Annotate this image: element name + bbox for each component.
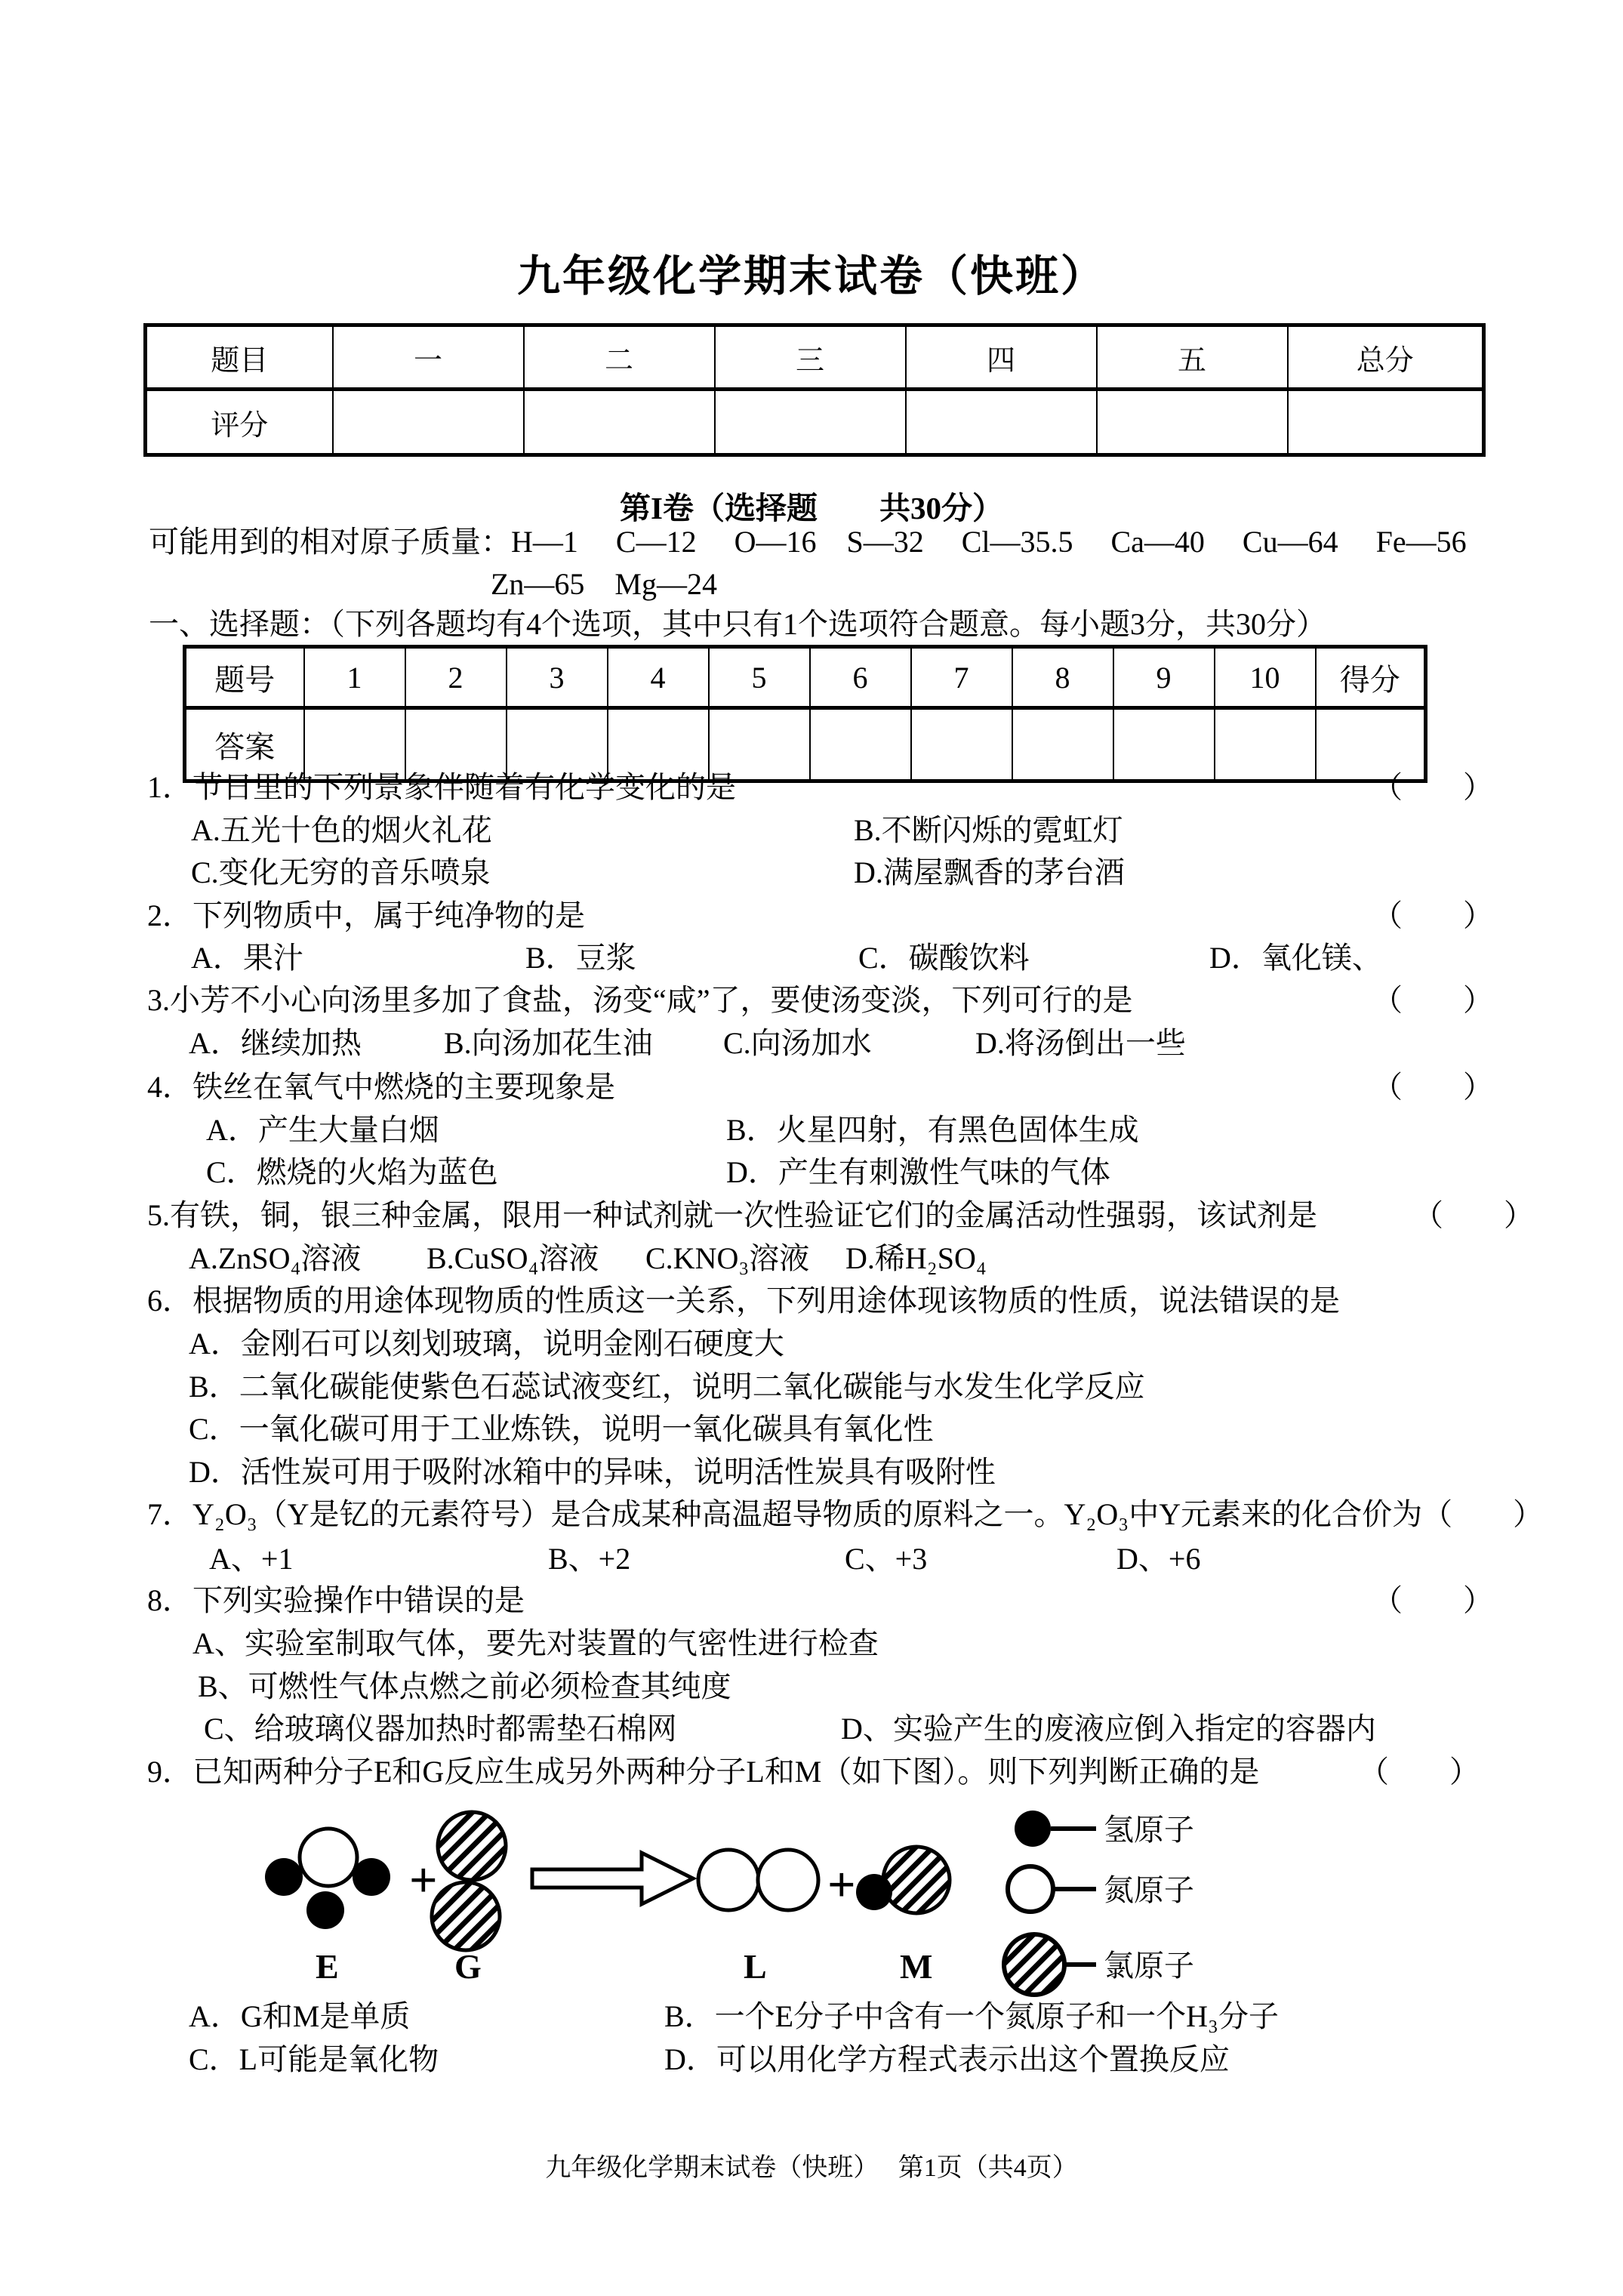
question-2-answer-bracket: （ ） xyxy=(1372,898,1493,932)
question-2-option-b: B．豆浆 xyxy=(525,941,636,975)
answer-grid-number-cell: 10 xyxy=(1215,647,1316,708)
score-table-empty-cell xyxy=(524,390,715,455)
nitrogen-atom-icon xyxy=(698,1850,759,1910)
question-9-option-c: C．L可能是氧化物 xyxy=(189,2042,439,2076)
nitrogen-atom-icon xyxy=(1008,1866,1053,1912)
molecule-e-label: E xyxy=(316,1947,339,1986)
answer-grid-empty-cell xyxy=(1012,708,1113,781)
question-6-option-c: C．一氧化碳可用于工业炼铁，说明一氧化碳具有氧化性 xyxy=(189,1412,934,1446)
question-4-answer-bracket: （ ） xyxy=(1372,1070,1493,1104)
question-1-text: 1．节日里的下列景象伴随着有化学变化的是 xyxy=(147,770,736,804)
question-3-option-c: C.向汤加水 xyxy=(723,1026,872,1060)
molecular-reaction-diagram xyxy=(249,1804,1480,2031)
answer-grid-header-row xyxy=(185,647,1426,708)
question-1-option-b: B.不断闪烁的霓虹灯 xyxy=(854,813,1123,847)
question-3-option-d: D.将汤倒出一些 xyxy=(975,1026,1186,1060)
answer-grid-number-cell: 7 xyxy=(911,647,1012,708)
question-9-option-d: D．可以用化学方程式表示出这个置换反应 xyxy=(664,2042,1230,2076)
question-6-option-b: B．二氧化碳能使紫色石蕊试液变红，说明二氧化碳能与水发生化学反应 xyxy=(189,1370,1145,1404)
molecule-g xyxy=(432,1812,506,1950)
question-8-option-c: C、给玻璃仪器加热时都需垫石棉网 xyxy=(204,1712,677,1746)
legend-hydrogen-atom xyxy=(1015,1811,1194,1847)
answer-grid-empty-cell xyxy=(1215,708,1316,781)
question-3-option-a: A．继续加热 xyxy=(189,1026,362,1060)
score-table-empty-cell xyxy=(333,390,524,455)
question-7-option-d: D、+6 xyxy=(1116,1542,1201,1576)
question-8-text: 8．下列实验操作中错误的是 xyxy=(147,1583,525,1617)
question-5-option-a: A.ZnSO₄溶液 xyxy=(189,1241,362,1275)
question-1-option-d: D.满屋飘香的茅台酒 xyxy=(854,855,1125,889)
answer-grid-table xyxy=(183,645,1427,783)
answer-grid-empty-cell xyxy=(810,708,911,781)
question-3-answer-bracket: （ ） xyxy=(1372,983,1493,1017)
legend-nitrogen-atom xyxy=(1008,1866,1194,1912)
chlorine-atom-icon xyxy=(432,1882,500,1950)
nitrogen-atom-icon xyxy=(300,1829,357,1886)
score-table-header-cell: 三 xyxy=(715,325,906,390)
section-instruction: 一、选择题：（下列各题均有4个选项，其中只有1个选项符合题意。每小题3分，共30分） xyxy=(149,607,1326,641)
question-6-option-a: A．金刚石可以刻划玻璃，说明金刚石硬度大 xyxy=(189,1327,784,1361)
question-4-option-b: B．火星四射，有黑色固体生成 xyxy=(726,1113,1139,1147)
score-table-grade-row xyxy=(146,390,1484,455)
question-1-option-a: A.五光十色的烟火礼花 xyxy=(191,813,492,847)
answer-grid-row-label: 答案 xyxy=(185,708,304,781)
chlorine-atom-icon xyxy=(883,1847,950,1913)
section-heading: 第I卷（选择题 共30分） xyxy=(620,491,1003,525)
chlorine-atom-icon xyxy=(1004,1934,1064,1995)
question-7-option-a: A、+1 xyxy=(209,1542,294,1576)
score-table-header-cell: 二 xyxy=(524,325,715,390)
molecule-m-label: M xyxy=(900,1947,933,1986)
question-7-option-b: B、+2 xyxy=(548,1542,631,1576)
question-5-option-d: D.稀H₂SO₄ xyxy=(845,1241,987,1275)
answer-grid-number-cell: 5 xyxy=(709,647,810,708)
question-8-option-b: B、可燃性气体点燃之前必须检查其纯度 xyxy=(198,1669,731,1703)
answer-grid-number-cell: 6 xyxy=(810,647,911,708)
question-8-option-d: D、实验产生的废液应倒入指定的容器内 xyxy=(841,1712,1376,1746)
question-1-option-c: C.变化无穷的音乐喷泉 xyxy=(191,855,491,889)
answer-grid-number-cell: 1 xyxy=(304,647,405,708)
question-8-answer-bracket: （ ） xyxy=(1372,1583,1493,1617)
question-5-option-c: C.KNO₃溶液 xyxy=(645,1241,810,1275)
question-2-text: 2．下列物质中，属于纯净物的是 xyxy=(147,898,585,932)
question-7-option-c: C、+3 xyxy=(845,1542,928,1576)
score-table-header-cell: 五 xyxy=(1097,325,1288,390)
chlorine-atom-icon xyxy=(438,1812,506,1880)
question-2-option-a: A．果汁 xyxy=(191,941,303,975)
legend-chlorine-label: 氯原子 xyxy=(1104,1949,1194,1983)
answer-grid-number-cell: 9 xyxy=(1113,647,1215,708)
hydrogen-atom-icon xyxy=(856,1874,892,1910)
score-table-header-row xyxy=(146,325,1484,390)
molecule-e xyxy=(265,1829,390,1929)
score-table-header-cell: 总分 xyxy=(1288,325,1484,390)
plus-sign: + xyxy=(409,1853,438,1908)
question-6-text: 6．根据物质的用途体现物质的性质这一关系，下列用途体现该物质的性质，说法错误的是 xyxy=(147,1284,1340,1318)
question-2-option-d: D．氧化镁、 xyxy=(1209,941,1382,975)
question-2-option-c: C．碳酸饮料 xyxy=(858,941,1030,975)
question-4-option-a: A．产生大量白烟 xyxy=(206,1113,439,1147)
question-3-text: 3.小芳不小心向汤里多加了食盐，汤变“咸”了，要使汤变淡，下列可行的是 xyxy=(147,983,1133,1017)
question-9-text: 9．已知两种分子E和G反应生成另外两种分子L和M（如下图）。则下列判断正确的是 xyxy=(147,1755,1260,1789)
atomic-masses-line2: Zn—65 Mg—24 xyxy=(491,567,717,601)
answer-grid-number-cell: 4 xyxy=(608,647,709,708)
score-table-header-cell: 一 xyxy=(333,325,524,390)
answer-grid-number-cell: 8 xyxy=(1012,647,1113,708)
score-table-header-cell: 题目 xyxy=(146,325,333,390)
score-table-empty-cell xyxy=(715,390,906,455)
question-5-text: 5.有铁，铜，银三种金属，限用一种试剂就一次性验证它们的金属活动性强弱，该试剂是 xyxy=(147,1198,1317,1232)
answer-grid-number-cell: 2 xyxy=(405,647,507,708)
question-5-answer-bracket: （ ） xyxy=(1413,1198,1534,1232)
hydrogen-atom-icon xyxy=(353,1858,390,1896)
question-3-option-b: B.向汤加花生油 xyxy=(444,1026,653,1060)
hydrogen-atom-icon xyxy=(306,1891,344,1929)
question-7-text: 7．Y₂O₃（Y是钇的元素符号）是合成某种高温超导物质的原料之一。Y₂O₃中Y元素来的化合价为（ ） xyxy=(147,1497,1544,1531)
question-4-option-d: D．产生有刺激性气味的气体 xyxy=(726,1155,1110,1189)
nitrogen-atom-icon xyxy=(758,1850,818,1910)
plus-sign: + xyxy=(827,1857,856,1912)
question-4-option-c: C．燃烧的火焰为蓝色 xyxy=(206,1155,498,1189)
atomic-masses-line1: 可能用到的相对原子质量：H—1 C—12 O—16 S—32 Cl—35.5 Ca—40 Cu—64 Fe—56 xyxy=(149,525,1467,559)
question-6-option-d: D．活性炭可用于吸附冰箱中的异味，说明活性炭具有吸附性 xyxy=(189,1455,996,1489)
answer-grid-empty-cell xyxy=(911,708,1012,781)
molecule-l-label: L xyxy=(744,1947,767,1986)
molecule-l xyxy=(698,1850,818,1910)
question-9-answer-bracket: （ ） xyxy=(1359,1755,1480,1789)
answer-grid-row-label: 题号 xyxy=(185,647,304,708)
hydrogen-atom-icon xyxy=(1015,1811,1051,1847)
question-5-option-b: B.CuSO₄溶液 xyxy=(427,1241,599,1275)
page-title: 九年级化学期末试卷（快班） xyxy=(517,252,1106,300)
molecule-m xyxy=(856,1847,950,1913)
score-table-empty-cell xyxy=(1288,390,1484,455)
hydrogen-atom-icon xyxy=(265,1858,303,1896)
question-1-answer-bracket: （ ） xyxy=(1372,770,1493,804)
question-9-option-b: B．一个E分子中含有一个氮原子和一个H₃分子 xyxy=(664,1999,1279,2033)
score-table-row-label: 评分 xyxy=(146,390,333,455)
legend-hydrogen-label: 氢原子 xyxy=(1104,1813,1194,1847)
score-table-header-cell: 四 xyxy=(906,325,1097,390)
legend-chlorine-atom xyxy=(1004,1934,1194,1995)
question-4-text: 4．铁丝在氧气中燃烧的主要现象是 xyxy=(147,1070,615,1104)
legend-nitrogen-label: 氮原子 xyxy=(1104,1873,1194,1907)
page-footer: 九年级化学期末试卷（快班） 第1页（共4页） xyxy=(545,2154,1078,2182)
question-8-option-a: A、实验室制取气体，要先对装置的气密性进行检查 xyxy=(192,1626,879,1660)
score-summary-table xyxy=(143,323,1486,457)
reaction-arrow-icon xyxy=(532,1853,693,1904)
score-table-empty-cell xyxy=(1097,390,1288,455)
answer-grid-score-label: 得分 xyxy=(1316,647,1426,708)
question-9-option-a: A．G和M是单质 xyxy=(189,1999,411,2033)
molecule-g-label: G xyxy=(454,1947,482,1986)
answer-grid-number-cell: 3 xyxy=(507,647,608,708)
score-table-empty-cell xyxy=(906,390,1097,455)
answer-grid-empty-cell xyxy=(1113,708,1215,781)
